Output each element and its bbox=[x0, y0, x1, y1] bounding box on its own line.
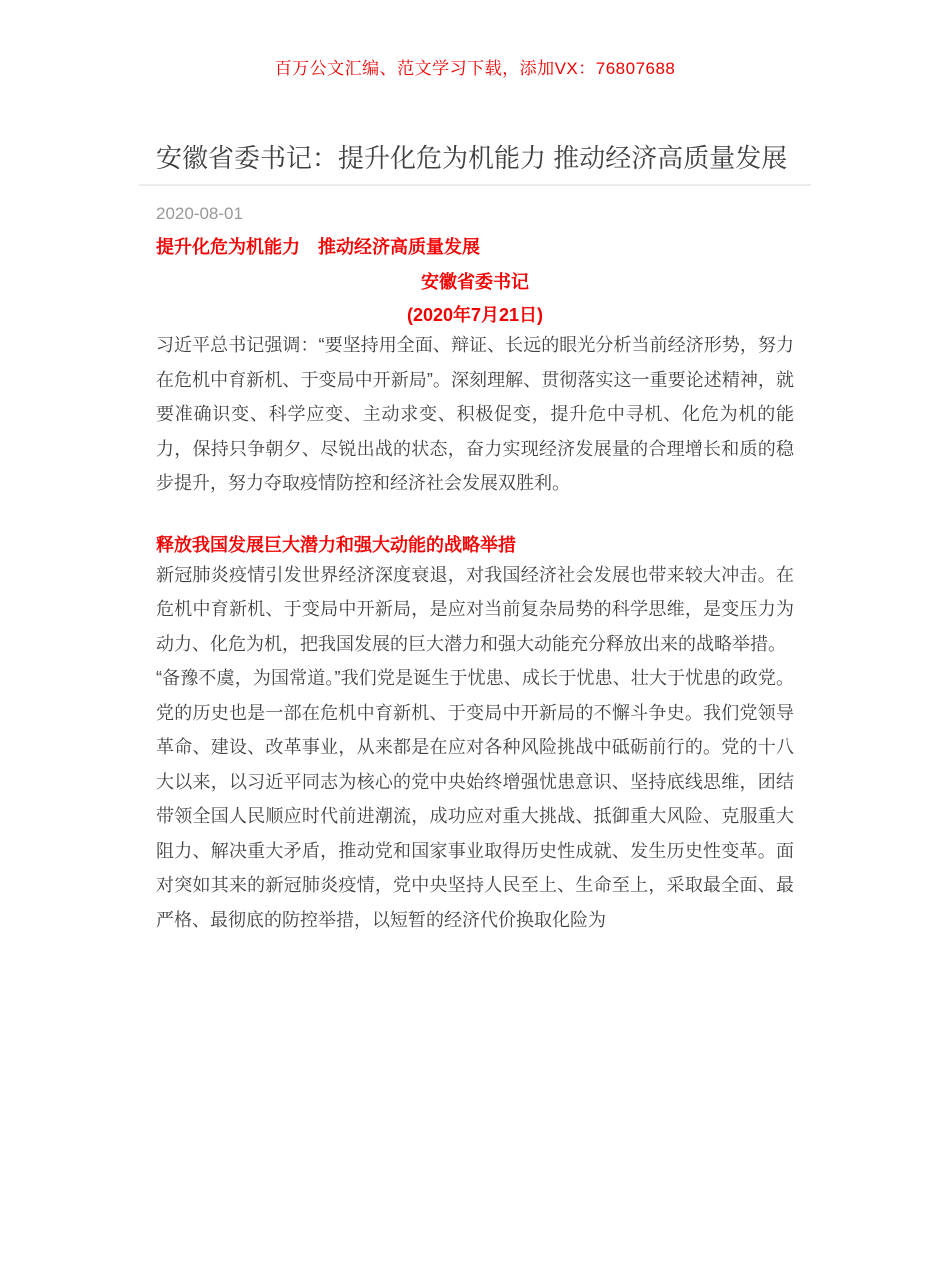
page bbox=[0, 57, 950, 1287]
promo-banner: 百万公文汇编、范文学习下载，添加VX：76807688 bbox=[274, 59, 676, 78]
paragraph-2: 新冠肺炎疫情引发世界经济深度衰退，对我国经济社会发展也带来较大冲击。在危机中育新机、于变局中开新局，是应对当前复杂局势的科学思维，是变压力为动力、化危为机，把我国发展的巨大潜力和强大动能充分释放出来的战略举措。 bbox=[156, 564, 794, 654]
publish-date: 2020-08-01 bbox=[156, 204, 243, 223]
article bbox=[139, 140, 811, 937]
article-dateline: (2020年7月21日) bbox=[406, 305, 544, 325]
section-heading: 释放我国发展巨大潜力和强大动能的战略举措 bbox=[156, 534, 516, 555]
title-divider bbox=[139, 184, 811, 186]
article-body bbox=[139, 203, 811, 937]
page-title: 安徽省委书记：提升化危为机能力 推动经济高质量发展 bbox=[156, 143, 788, 173]
paragraph-1: 习近平总书记强调：“要坚持用全面、辩证、长远的眼光分析当前经济形势，努力在危机中育新机、于变局中开新局”。深刻理解、贯彻落实这一重要论述精神，就要准确识变、科学应变、主动求变、积极促变，提升危中寻机、化危为机的能力，保持只争朝夕、尽锐出战的状态，奋力实现经济发展量的合理增长和质的稳步提升，努力夺取疫情防控和经济社会发展双胜利。 bbox=[156, 335, 794, 493]
paragraph-3: “备豫不虞，为国常道。”我们党是诞生于忧患、成长于忧患、壮大于忧患的政党。党的历史也是一部在危机中育新机、于变局中开新局的不懈斗争史。我们党领导革命、建设、改革事业，从来都是在应对各种风险挑战中砥砺前行的。党的十八大以来，以习近平同志为核心的党中央始终增强忧患意识、坚持底线思维，团结带领全国人民顺应时代前进潮流，成功应对重大挑战、抵御重大风险、克服重大阻力、解决重大矛盾，推动党和国家事业取得历史性成就、发生历史性变革。面对突如其来的新冠肺炎疫情，党中央坚持人民至上、生命至上，采取最全面、最严格、最彻底的防控举措，以短暂的经济代价换取化险为 bbox=[156, 668, 794, 930]
article-author: 安徽省委书记 bbox=[421, 272, 529, 292]
article-heading: 提升化危为机能力 推动经济高质量发展 bbox=[156, 237, 480, 257]
